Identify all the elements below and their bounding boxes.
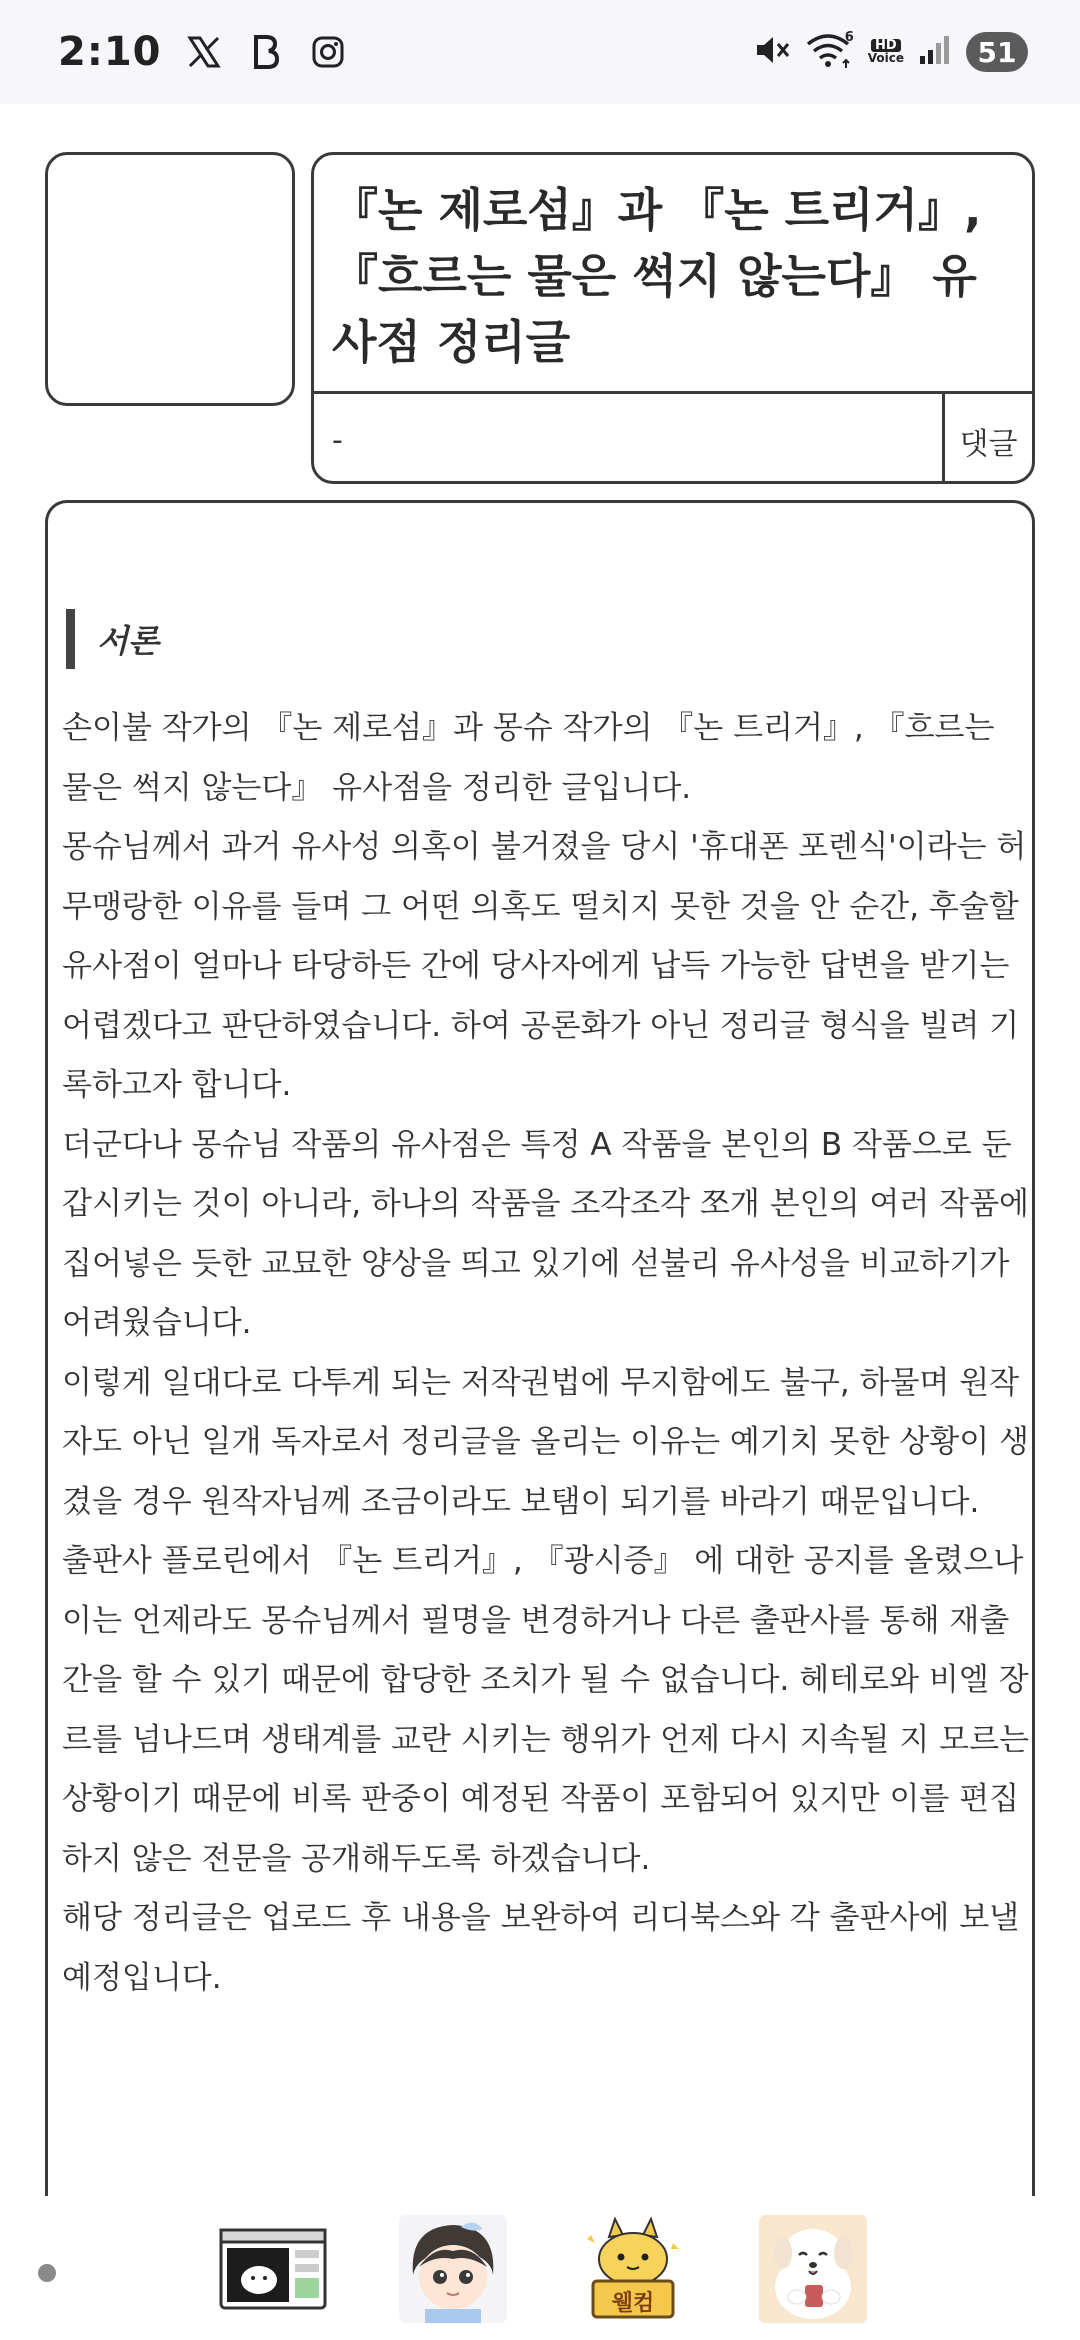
- status-bar: [0, 0, 1080, 104]
- voice-label: Voice: [867, 51, 904, 65]
- post-content: [45, 500, 1035, 2200]
- welcome-sticker-label: 웰컴: [611, 2291, 655, 2316]
- post-body: [62, 699, 1032, 2008]
- signal-icon: [918, 34, 952, 70]
- wifi-icon: [806, 30, 854, 70]
- instagram-icon: [308, 32, 348, 72]
- comment-button[interactable]: 댓글: [942, 394, 1032, 484]
- battery-indicator: 51: [966, 32, 1028, 72]
- status-right: [754, 32, 1028, 72]
- cover-thumbnail[interactable]: [45, 152, 295, 406]
- paragraph: 이렇게 일대다로 다투게 되는 저작권법에 무지함에도 불구, 하물며 원작자도 아닌 일개 독자로서 정리글을 올리는 이유는 예기치 못한 상황이 생겼을 경우 원작자님께 조금이라도 보탬이 되기를 바라기 때문입니다.: [62, 1364, 1029, 1520]
- paragraph: 몽슈님께서 과거 유사성 의혹이 불거졌을 당시 '휴대폰 포렌식'이라는 허무맹랑한 이유를 들며 그 어떤 의혹도 떨치지 못한 것을 안 순간, 후술할 유사점이 얼마나 타당하든 간에 당사자에게 납득 가능한 답변을 받기는 어렵겠다고 판단하였습니다. 하여 공론화가 아닌 정리글 형식을 빌려 기록하고자 합니다.: [62, 829, 1027, 1103]
- status-time: 2:10: [58, 29, 162, 75]
- boy-sticker-icon[interactable]: [398, 2214, 508, 2324]
- paragraph: 손이불 작가의 『논 제로섬』과 몽슈 작가의 『논 트리거』, 『흐르는 물은 썩지 않는다』 유사점을 정리한 글입니다.: [62, 710, 995, 806]
- paragraph: 해당 정리글은 업로드 후 내용을 보완하여 리디북스와 각 출판사에 보낼 예정입니다.: [62, 1900, 1020, 1996]
- post-meta-value: -: [332, 423, 343, 458]
- puppy-sticker-icon[interactable]: [758, 2214, 868, 2324]
- status-left: [58, 29, 348, 75]
- page-dot[interactable]: [38, 2264, 56, 2282]
- b-icon: [246, 32, 286, 72]
- sticker-bar: [0, 2196, 1080, 2340]
- paragraph: 출판사 플로린에서 『논 트리거』, 『광시증』 에 대한 공지를 올렸으나 이는 언제라도 몽슈님께서 필명을 변경하거나 다른 출판사를 통해 재출간을 할 수 있기 때문에 합당한 조치가 될 수 없습니다. 헤테로와 비엘 장르를 넘나드며 생태계를 교란 시키는 행위가 언제 다시 지속될 지 모르는 상황이기 때문에 비록 판중이 예정된 작품이 포함되어 있지만 이를 편집하지 않은 전문을 공개해두도록 하겠습니다.: [62, 1543, 1029, 1877]
- paragraph: 더군다나 몽슈님 작품의 유사점은 특정 A 작품을 본인의 B 작품으로 둔갑시키는 것이 아니라, 하나의 작품을 조각조각 쪼개 본인의 여러 작품에 집어넣은 듯한 교묘한 양상을 띄고 있기에 섣불리 유사성을 비교하기가 어려웠습니다.: [62, 1126, 1029, 1341]
- mute-icon: [754, 33, 792, 71]
- post-title: 『논 제로섬』과 『논 트리거』, 『흐르는 물은 썩지 않는다』 유사점 정리글: [314, 155, 1032, 394]
- computer-sticker-icon[interactable]: [218, 2214, 328, 2324]
- wifi-label: 6: [844, 30, 854, 45]
- hd-voice-icon: [868, 39, 904, 65]
- welcome-sticker-icon[interactable]: [578, 2214, 688, 2324]
- section-heading: 서론: [66, 609, 159, 669]
- post-header: [311, 152, 1035, 484]
- hd-label: HD: [871, 39, 901, 52]
- x-icon: [184, 32, 224, 72]
- post-meta-row: [314, 394, 1032, 484]
